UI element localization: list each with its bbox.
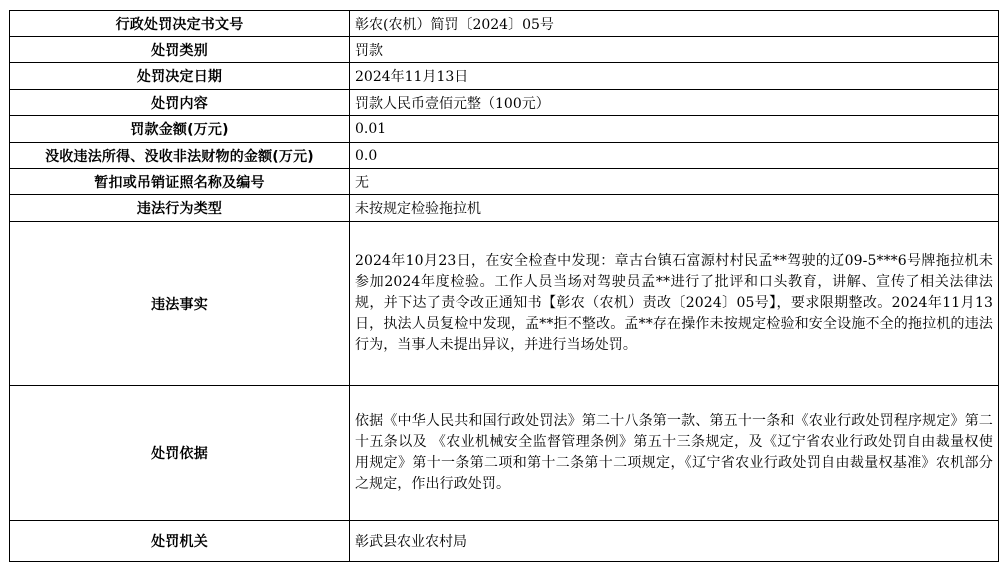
value-penalty-content: 罚款人民币壹佰元整（100元） <box>350 90 999 116</box>
label-decision-date: 处罚决定日期 <box>10 63 350 90</box>
label-penalty-basis: 处罚依据 <box>10 386 350 521</box>
row-fine-amount <box>10 116 999 143</box>
value-confiscation-amount: 0.0 <box>350 143 999 169</box>
row-penalty-category <box>10 37 999 63</box>
label-penalty-content: 处罚内容 <box>10 90 350 116</box>
value-decision-date: 2024年11月13日 <box>350 63 999 90</box>
row-violation-type <box>10 195 999 222</box>
row-penalty-authority <box>10 521 999 562</box>
value-decision-number: 彰农(农机）简罚〔2024〕05号 <box>350 11 999 37</box>
penalty-decision-table <box>9 10 999 562</box>
row-decision-number <box>10 11 999 37</box>
label-violation-facts: 违法事实 <box>10 222 350 386</box>
row-license-suspension <box>10 169 999 195</box>
row-violation-facts <box>10 222 999 386</box>
value-penalty-basis: 依据《中华人民共和国行政处罚法》第二十八条第一款、第五十一条和《农业行政处罚程序规定》第二十五条以及 《农业机械安全监督管理条例》第五十三条规定，及《辽宁省农业行政处罚自由裁量权使用规定》第十一条第二项和第十二条第十二项规定，《辽宁省农业行政处罚自由裁量权基准》农机部分之规定，作出行政处罚。 <box>350 386 999 521</box>
label-fine-amount: 罚款金额(万元) <box>10 116 350 143</box>
label-penalty-authority: 处罚机关 <box>10 521 350 562</box>
row-penalty-content <box>10 90 999 116</box>
label-violation-type: 违法行为类型 <box>10 195 350 222</box>
value-penalty-category: 罚款 <box>350 37 999 63</box>
label-license-suspension: 暂扣或吊销证照名称及编号 <box>10 169 350 195</box>
row-confiscation-amount <box>10 143 999 169</box>
label-confiscation-amount: 没收违法所得、没收非法财物的金额(万元) <box>10 143 350 169</box>
value-penalty-authority: 彰武县农业农村局 <box>350 521 999 562</box>
value-license-suspension: 无 <box>350 169 999 195</box>
row-penalty-basis <box>10 386 999 521</box>
value-violation-facts: 2024年10月23日，在安全检查中发现：章古台镇石富源村村民孟**驾驶的辽09-5***6号牌拖拉机未参加2024年度检验。工作人员当场对驾驶员孟**进行了批评和口头教育，讲解、宣传了相关法律法规，并下达了责令改正通知书【彰农（农机）责改〔2024〕05号】，要求限期整改。2024年11月13日，执法人员复检中发现，孟**拒不整改。孟**存在操作未按规定检验和安全设施不全的拖拉机的违法行为，当事人未提出异议，并进行当场处罚。 <box>350 222 999 386</box>
row-decision-date <box>10 63 999 90</box>
value-fine-amount: 0.01 <box>350 116 999 143</box>
label-penalty-category: 处罚类别 <box>10 37 350 63</box>
label-decision-number: 行政处罚决定书文号 <box>10 11 350 37</box>
value-violation-type: 未按规定检验拖拉机 <box>350 195 999 222</box>
